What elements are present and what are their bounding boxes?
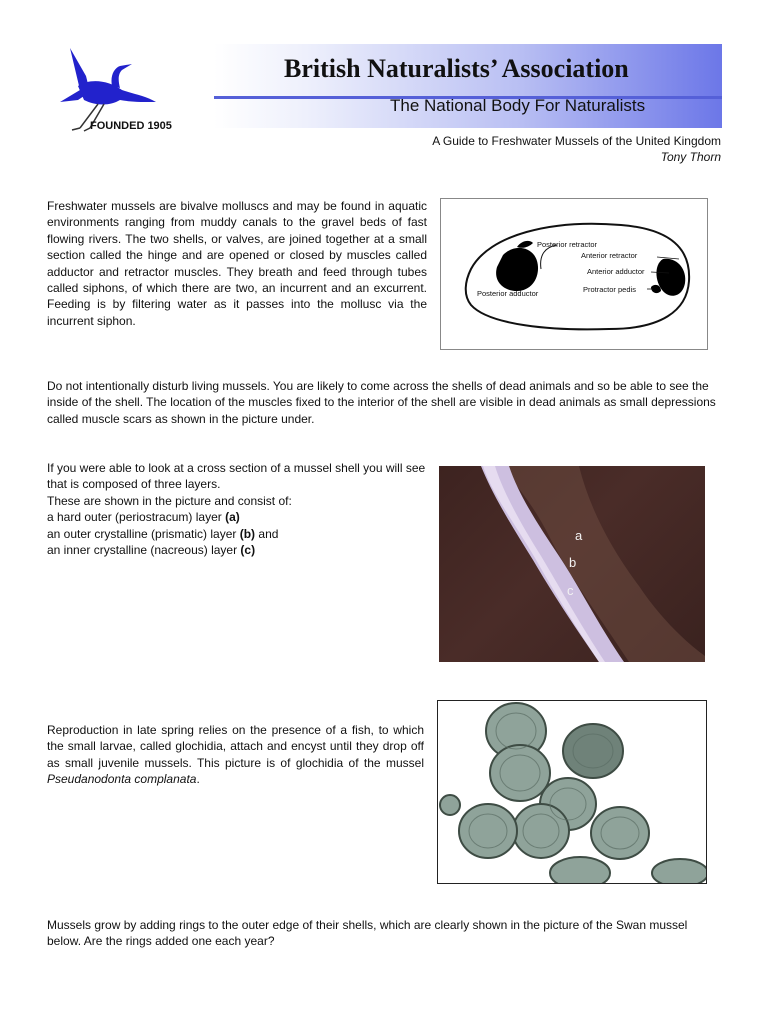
glochidia-photo (437, 700, 707, 884)
layers-paragraph (47, 460, 432, 558)
layer-label-b: b (569, 555, 577, 570)
intro-paragraph: Freshwater mussels are bivalve molluscs and may be found in aquatic environments ranging from muddy canals to the gravel beds of fast flowing rivers. The two shells, or valves, are joined together at a small section called the hinge and are opened or closed by muscles called adductor and retractor muscles. They breath and feed through tubes called siphons, of which there are two, an incurrent and an excurrent. Feeding is by filtering water as it passes into the mollusc via the incurrent siphon. (47, 199, 427, 328)
founded-label: FOUNDED 1905 (90, 120, 172, 132)
muscle-scar-diagram (440, 198, 708, 350)
species-name: Pseudanodonta complanata (47, 772, 197, 787)
org-name: British Naturalists’ Association (284, 54, 629, 83)
label-protractor-pedis: Protractor pedis (583, 285, 636, 294)
disturb-paragraph: Do not intentionally disturb living mussels. You are likely to come across the shells of dead animals and so be able to see the inside of the shell. The location of the muscles fixed to the interior of the shell are visible in dead animals as small depressions called muscle scars as shown in the picture under. (47, 379, 716, 426)
layers-subheading: These are shown in the picture and consist of: (47, 493, 292, 508)
reproduction-paragraph: Reproduction in late spring relies on the presence of a fish, to which the small larvae, called glochidia, attach and encyst until they drop off as small juvenile mussels. This picture is of glochidia of the mussel Pseudanodonta complanata. (47, 723, 424, 787)
label-posterior-retractor: Posterior retractor (537, 240, 598, 249)
label-posterior-adductor: Posterior adductor (477, 289, 539, 298)
rings-paragraph: Mussels grow by adding rings to the outer edge of their shells, which are clearly shown in the picture of the Swan mussel below. Are the rings added one each year? (47, 918, 688, 949)
heron-logo (50, 40, 162, 132)
document-title: A Guide to Freshwater Mussels of the United Kingdom (432, 134, 721, 148)
layer-c-item: an inner crystalline (nacreous) layer (c) (47, 543, 256, 558)
layers-intro: If you were able to look at a cross section of a mussel shell you will see that is composed of three layers. (47, 461, 426, 492)
shell-cross-section-photo (439, 466, 705, 662)
layer-label-c: c (567, 583, 574, 598)
label-anterior-retractor: Anterior retractor (581, 251, 638, 260)
glochidia-drawing (438, 701, 706, 883)
layer-b-item: an outer crystalline (prismatic) layer (b) and (47, 526, 279, 541)
layer-a-item: a hard outer (periostracum) layer (a) (47, 510, 240, 525)
shell-outline-drawing (441, 199, 707, 349)
author-name: Tony Thorn (660, 150, 721, 164)
org-tagline: The National Body For Naturalists (390, 96, 646, 115)
layer-label-a: a (575, 528, 583, 543)
label-anterior-adductor: Anterior adductor (587, 267, 645, 276)
